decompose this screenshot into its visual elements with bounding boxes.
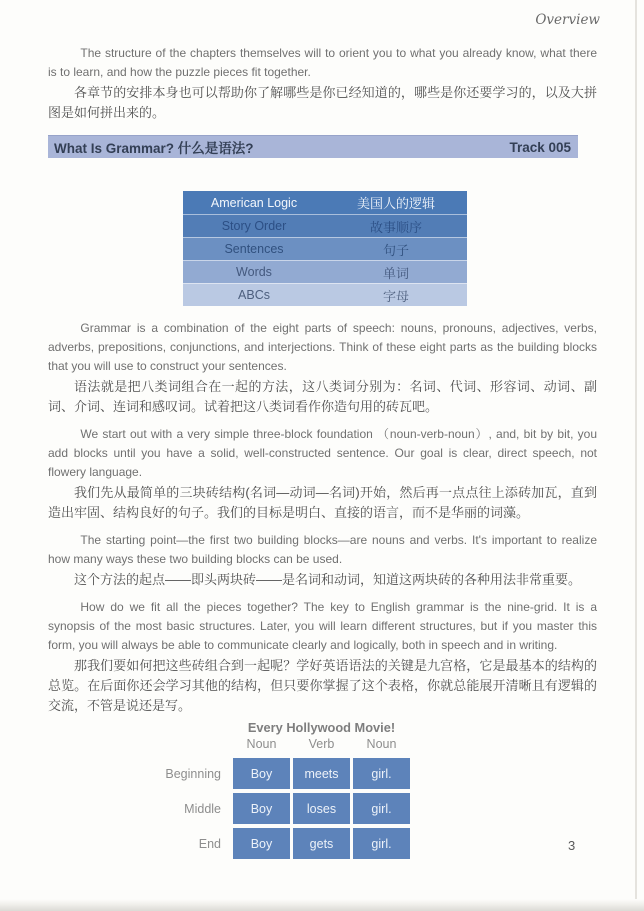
logic-cell-zh: 句子 (382, 242, 409, 258)
body-paragraph-en: How do we fit all the pieces together? The key to English grammar is the nine-grid. It is a synopsis of the most basic structures. Later, you will learn different structures, but if you master this form, you will always be able to communicate clearly and logically, both in speech and in writing. (48, 600, 597, 652)
grid-cell: Boy (233, 828, 290, 859)
grid-cell: Boy (233, 758, 290, 789)
paragraph-group (48, 531, 597, 590)
column-header-verb: Verb (308, 737, 335, 751)
row-label-beginning: Beginning (165, 766, 221, 781)
grid-cell: girl. (353, 758, 410, 789)
running-header: Overview (535, 12, 600, 28)
logic-cell-zh: 字母 (382, 288, 409, 304)
paragraph-group (48, 319, 597, 417)
section-title: What Is Grammar? 什么是语法? (54, 141, 254, 156)
body-paragraph-en: We start out with a very simple three-block foundation （noun-verb-noun）, and, bit by bit, you add blocks until you have a solid, well-constructed sentence. Our goal is clear, direct speech, not flowery language. (48, 427, 597, 479)
logic-row-sentences (183, 237, 467, 260)
body-paragraph-zh: 语法就是把八类词组合在一起的方法，这八类词分别为：名词、代词、形容词、动词、副词、介词、连词和感叹词。试着把这八类词看作你造句用的砖瓦吧。 (48, 379, 597, 414)
row-label-end: End (198, 836, 221, 851)
body-paragraph-en: Grammar is a combination of the eight parts of speech: nouns, pronouns, adjectives, verbs, adverbs, prepositions, conjunctions, and interjections. Think of these eight parts as the building blocks that you will use to construct your sentences. (48, 321, 597, 373)
grid-cell: gets (293, 828, 350, 859)
grid-corner-spacer (160, 737, 230, 754)
scan-edge-right (635, 0, 637, 911)
body-paragraph-zh: 这个方法的起点——即头两块砖——是名词和动词，知道这两块砖的各种用法非常重要。 (74, 572, 582, 587)
paragraph-group (48, 425, 597, 523)
movie-table-title: Every Hollywood Movie! (247, 720, 396, 735)
logic-row-abcs (183, 283, 467, 306)
movie-table-grid (160, 737, 410, 859)
logic-cell-en: Story Order (221, 219, 287, 233)
intro-paragraph-zh: 各章节的安排本身也可以帮助你了解哪些是你已经知道的，哪些是你还要学习的，以及大拼图是如何拼出来的。 (48, 85, 597, 120)
logic-row-words (183, 260, 467, 283)
scan-edge-bottom (0, 899, 644, 911)
logic-cell-zh: 故事顺序 (369, 219, 422, 235)
grid-cell: girl. (353, 793, 410, 824)
nine-grid-table (48, 720, 597, 859)
american-logic-table (183, 191, 467, 306)
section-heading-bar (48, 135, 578, 158)
logic-cell-en: Words (236, 265, 272, 279)
body-paragraph-zh: 那我们要如何把这些砖组合到一起呢？学好英语语法的关键是九宫格，它是最基本的结构的总览。在后面你还会学习其他的结构，但只要你掌握了这个表格，你就总能展开清晰且有逻辑的交流，不管是说还是写。 (48, 658, 597, 713)
logic-cell-zh: 单词 (382, 265, 409, 281)
paragraph-group (48, 598, 597, 716)
body-paragraph-zh: 我们先从最简单的三块砖结构(名词—动词—名词)开始，然后再一点点往上添砖加瓦，直到造出牢固、结构良好的句子。我们的目标是明白、直接的语言，而不是华丽的词藻。 (48, 485, 597, 520)
grid-cell: meets (293, 758, 350, 789)
logic-header-zh: 美国人的逻辑 (356, 196, 435, 211)
page-number: 3 (568, 838, 576, 853)
logic-cell-en: ABCs (238, 288, 270, 302)
track-number-badge: Track 005 (509, 139, 571, 155)
column-header-noun-2: Noun (366, 737, 397, 751)
logic-table-header-row (183, 191, 467, 214)
intro-paragraph-en: The structure of the chapters themselves will to orient you to what you already know, what there is to learn, and how the puzzle pieces fit together. (48, 46, 597, 79)
logic-cell-en: Sentences (224, 242, 284, 256)
grid-cell: Boy (233, 793, 290, 824)
grid-cell: girl. (353, 828, 410, 859)
logic-row-story-order (183, 214, 467, 237)
grid-cell: loses (293, 793, 350, 824)
column-header-noun-1: Noun (246, 737, 277, 751)
logic-header-en: American Logic (210, 195, 298, 210)
body-paragraph-en: The starting point—the first two building blocks—are nouns and verbs. It's important to realize how many ways these two building blocks can be used. (48, 533, 597, 566)
row-label-middle: Middle (184, 801, 221, 816)
